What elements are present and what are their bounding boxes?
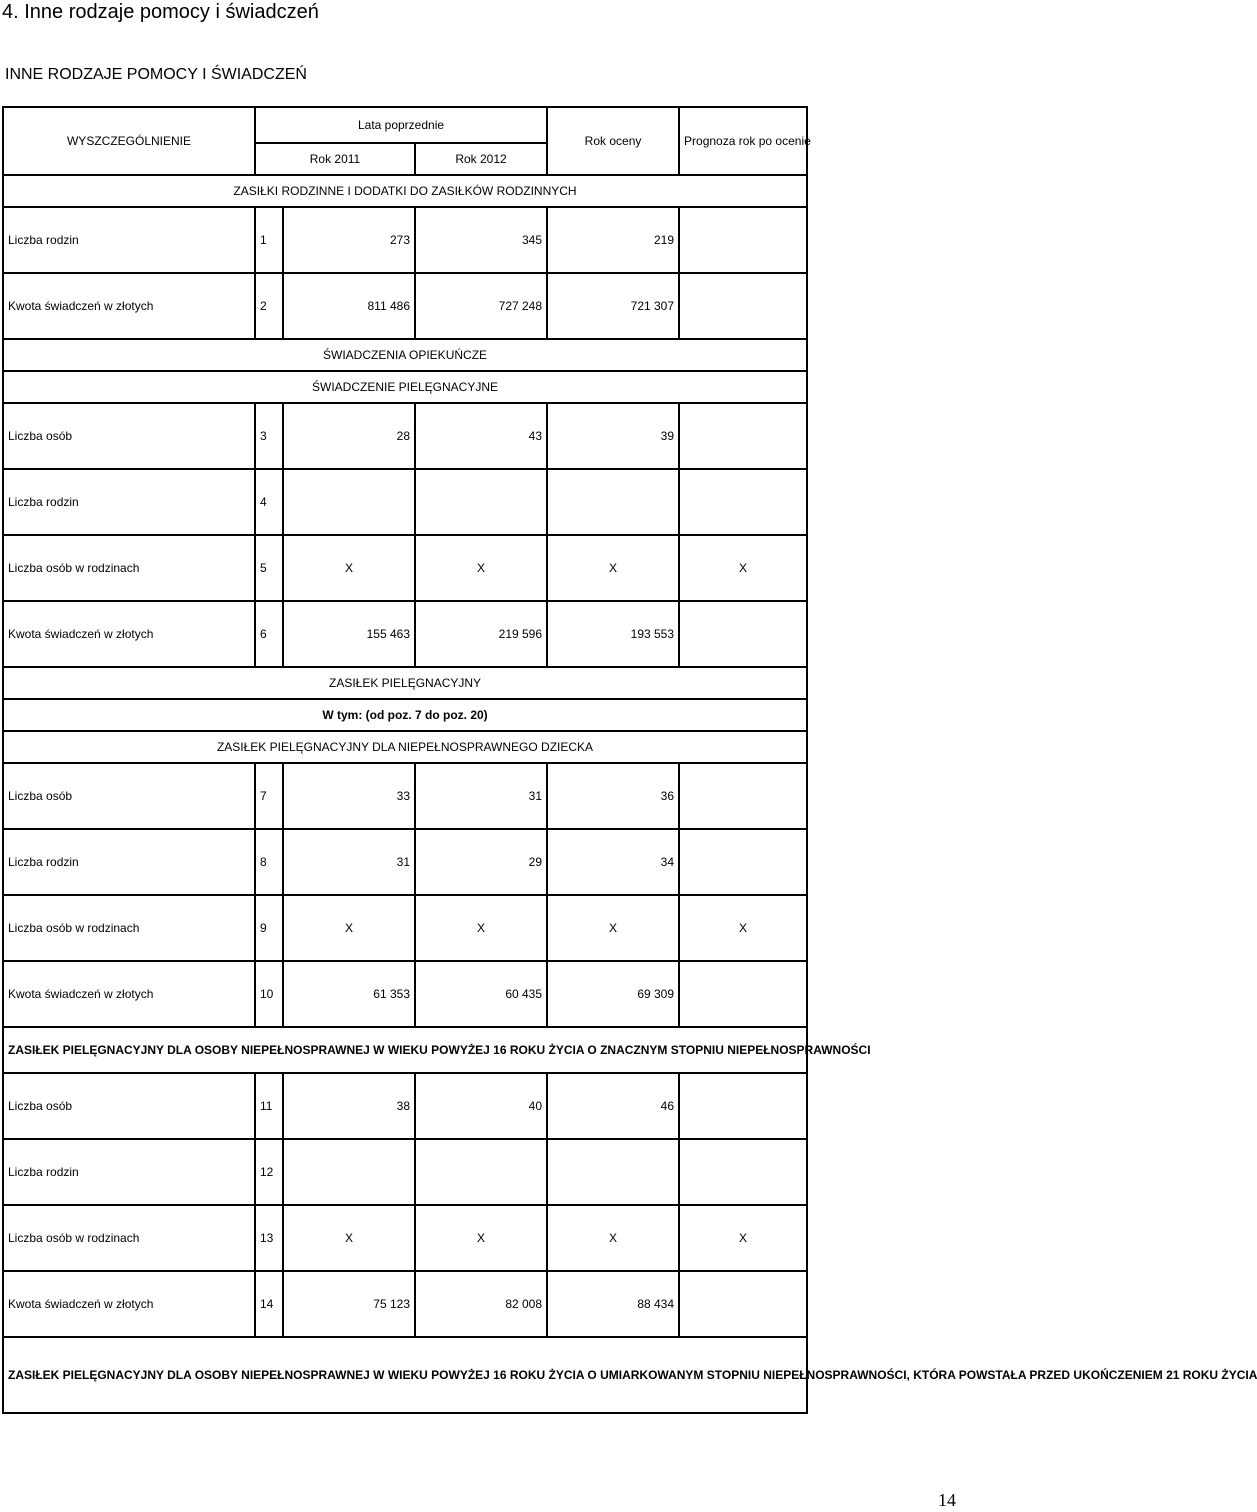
cell-rok-oceny: 36: [547, 763, 679, 829]
row-label: Liczba rodzin: [3, 207, 255, 273]
cell-rok-oceny: 69 309: [547, 961, 679, 1027]
header-rok-2011: Rok 2011: [255, 143, 415, 175]
cell-2012: 29: [415, 829, 547, 895]
row-label: Liczba rodzin: [3, 829, 255, 895]
row-label: Liczba osób w rodzinach: [3, 1205, 255, 1271]
table-row: [3, 1271, 807, 1337]
table-row: [3, 1139, 807, 1205]
cell-2012: 727 248: [415, 273, 547, 339]
cell-2011: [283, 1139, 415, 1205]
cell-rok-oceny: X: [547, 535, 679, 601]
cell-prognoza: [679, 207, 807, 273]
row-label: Liczba osób: [3, 763, 255, 829]
cell-prognoza: [679, 273, 807, 339]
row-position: 2: [255, 273, 283, 339]
cell-2012: X: [415, 1205, 547, 1271]
header-rok-oceny: Rok oceny: [547, 107, 679, 175]
cell-rok-oceny: 34: [547, 829, 679, 895]
cell-2012: 82 008: [415, 1271, 547, 1337]
table-row: [3, 961, 807, 1027]
cell-prognoza: X: [679, 1205, 807, 1271]
row-position: 5: [255, 535, 283, 601]
cell-2011: 38: [283, 1073, 415, 1139]
page-number: 14: [938, 1490, 956, 1510]
cell-2012: 219 596: [415, 601, 547, 667]
row-position: 7: [255, 763, 283, 829]
cell-2012: 60 435: [415, 961, 547, 1027]
cell-rok-oceny: 193 553: [547, 601, 679, 667]
cell-prognoza: [679, 763, 807, 829]
table-row: [3, 403, 807, 469]
cell-2012: X: [415, 535, 547, 601]
cell-rok-oceny: 46: [547, 1073, 679, 1139]
row-position: 1: [255, 207, 283, 273]
benefits-table: [2, 106, 1257, 1414]
table-row: [3, 601, 807, 667]
row-position: 9: [255, 895, 283, 961]
row-position: 14: [255, 1271, 283, 1337]
cell-2012: [415, 1139, 547, 1205]
cell-rok-oceny: X: [547, 895, 679, 961]
row-label: Kwota świadczeń w złotych: [3, 273, 255, 339]
cell-2011: X: [283, 535, 415, 601]
header-wyszczegolnienie: WYSZCZEGÓLNIENIE: [3, 107, 255, 175]
section-zasilek-umiarkowany: ZASIŁEK PIELĘGNACYJNY DLA OSOBY NIEPEŁNOSPRAWNEJ W WIEKU POWYŻEJ 16 ROKU ŻYCIA O UMIARKOWANYM STOPNIU NIEPEŁNOSPRAWNOŚCI, KTÓRA POWSTAŁA PRZED UKOŃCZENIEM 21 ROKU ŻYCIA: [3, 1337, 807, 1413]
cell-2011: 28: [283, 403, 415, 469]
cell-prognoza: [679, 1139, 807, 1205]
cell-prognoza: [679, 403, 807, 469]
table-row: [3, 829, 807, 895]
cell-prognoza: [679, 1073, 807, 1139]
cell-rok-oceny: X: [547, 1205, 679, 1271]
row-label: Liczba osób: [3, 403, 255, 469]
row-label: Liczba osób w rodzinach: [3, 895, 255, 961]
cell-2012: 40: [415, 1073, 547, 1139]
cell-rok-oceny: 39: [547, 403, 679, 469]
table-row: [3, 469, 807, 535]
row-position: 6: [255, 601, 283, 667]
cell-2011: X: [283, 895, 415, 961]
header-prognoza: Prognoza rok po ocenie: [679, 107, 807, 175]
section-zasilki-rodzinne: ZASIŁKI RODZINNE I DODATKI DO ZASIŁKÓW RODZINNYCH: [3, 175, 807, 207]
section-w-tym: W tym: (od poz. 7 do poz. 20): [3, 699, 807, 731]
table-row: [3, 1205, 807, 1271]
section-swiadczenie-pielegnacyjne: ŚWIADCZENIE PIELĘGNACYJNE: [3, 371, 807, 403]
row-position: 3: [255, 403, 283, 469]
cell-2011: 33: [283, 763, 415, 829]
row-position: 12: [255, 1139, 283, 1205]
cell-2011: 31: [283, 829, 415, 895]
table-row: [3, 273, 807, 339]
table-row: [3, 535, 807, 601]
row-label: Liczba osób w rodzinach: [3, 535, 255, 601]
section-zasilek-pielegnacyjny: ZASIŁEK PIELĘGNACYJNY: [3, 667, 807, 699]
section-swiadczenia-opiekuncze: ŚWIADCZENIA OPIEKUŃCZE: [3, 339, 807, 371]
cell-rok-oceny: [547, 1139, 679, 1205]
cell-2011: 61 353: [283, 961, 415, 1027]
row-label: Kwota świadczeń w złotych: [3, 961, 255, 1027]
table-row: [3, 895, 807, 961]
cell-prognoza: [679, 1271, 807, 1337]
cell-rok-oceny: 721 307: [547, 273, 679, 339]
row-label: Kwota świadczeń w złotych: [3, 601, 255, 667]
table-row: [3, 207, 807, 273]
cell-prognoza: [679, 829, 807, 895]
cell-2011: 155 463: [283, 601, 415, 667]
cell-prognoza: [679, 469, 807, 535]
row-label: Liczba rodzin: [3, 1139, 255, 1205]
cell-2012: [415, 469, 547, 535]
row-label: Kwota świadczeń w złotych: [3, 1271, 255, 1337]
cell-2011: 75 123: [283, 1271, 415, 1337]
cell-rok-oceny: [547, 469, 679, 535]
row-position: 11: [255, 1073, 283, 1139]
section-zasilek-znaczny: ZASIŁEK PIELĘGNACYJNY DLA OSOBY NIEPEŁNOSPRAWNEJ W WIEKU POWYŻEJ 16 ROKU ŻYCIA O ZNACZNYM STOPNIU NIEPEŁNOSPRAWNOŚCI: [3, 1027, 807, 1073]
cell-2012: 43: [415, 403, 547, 469]
cell-rok-oceny: 88 434: [547, 1271, 679, 1337]
cell-prognoza: [679, 601, 807, 667]
cell-2011: 811 486: [283, 273, 415, 339]
row-position: 8: [255, 829, 283, 895]
cell-prognoza: X: [679, 895, 807, 961]
cell-2011: [283, 469, 415, 535]
cell-2012: 31: [415, 763, 547, 829]
page-heading: 4. Inne rodzaje pomocy i świadczeń: [2, 1, 319, 23]
row-label: Liczba osób: [3, 1073, 255, 1139]
row-position: 10: [255, 961, 283, 1027]
cell-2011: X: [283, 1205, 415, 1271]
cell-prognoza: [679, 961, 807, 1027]
section-zasilek-dziecko: ZASIŁEK PIELĘGNACYJNY DLA NIEPEŁNOSPRAWNEGO DZIECKA: [3, 731, 807, 763]
cell-prognoza: X: [679, 535, 807, 601]
row-position: 4: [255, 469, 283, 535]
table-row: [3, 1073, 807, 1139]
row-position: 13: [255, 1205, 283, 1271]
table-row: [3, 763, 807, 829]
cell-rok-oceny: 219: [547, 207, 679, 273]
cell-2012: X: [415, 895, 547, 961]
cell-2012: 345: [415, 207, 547, 273]
table-title: INNE RODZAJE POMOCY I ŚWIADCZEŃ: [5, 66, 307, 83]
cell-2011: 273: [283, 207, 415, 273]
header-rok-2012: Rok 2012: [415, 143, 547, 175]
header-lata-poprzednie: Lata poprzednie: [255, 107, 547, 143]
row-label: Liczba rodzin: [3, 469, 255, 535]
